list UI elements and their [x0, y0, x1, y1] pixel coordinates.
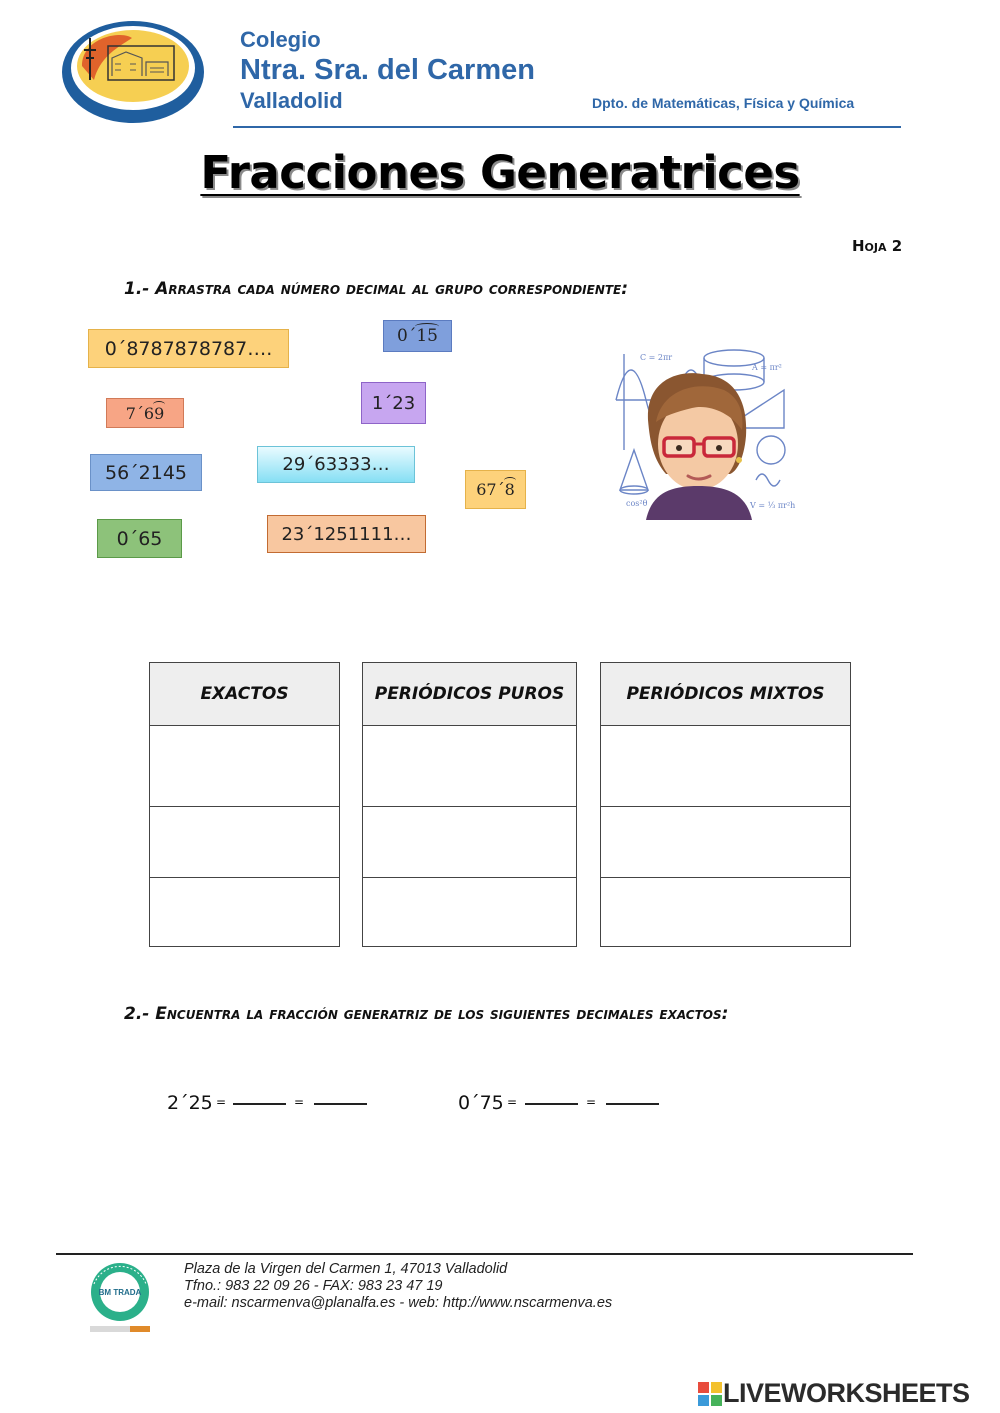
school-name-line1: Colegio: [240, 27, 321, 52]
drop-slot[interactable]: [601, 726, 850, 807]
school-logo: [60, 18, 206, 126]
chip-period: 9: [154, 403, 165, 423]
equals-sign: =: [507, 1095, 518, 1109]
svg-text:cos²θ: cos²θ: [626, 499, 648, 508]
drop-slot[interactable]: [363, 807, 576, 878]
drop-slot[interactable]: [150, 878, 339, 949]
chip-period: 8: [504, 480, 515, 499]
header-divider: [233, 126, 901, 128]
drop-slot[interactable]: [150, 807, 339, 878]
decimal-chip-1-23[interactable]: [361, 382, 426, 424]
decimal-chip-0-8787[interactable]: [88, 329, 289, 368]
exercise2-prompt: 2.- Encuentra la fracción generatriz de los siguientes decimales exactos:: [124, 1004, 729, 1024]
exercise2-decimal-2: 0´75: [458, 1092, 504, 1114]
chip-int: 0´: [397, 326, 417, 346]
drop-slot[interactable]: [363, 726, 576, 807]
column-header-periodicos-mixtos: PERIÓDICOS MIXTOS: [601, 663, 850, 726]
drop-slot[interactable]: [601, 878, 850, 949]
drop-column-periodicos-mixtos: [600, 662, 851, 947]
decimal-chip-0-65[interactable]: [97, 519, 182, 558]
chip-label: 29´63333…: [282, 454, 390, 475]
liveworksheets-logo-icon: [697, 1381, 723, 1407]
drop-column-periodicos-puros: [362, 662, 577, 947]
chip-int: 7´6: [125, 403, 155, 423]
decimal-chip-7-69-periodic[interactable]: [106, 398, 184, 428]
liveworksheets-brand[interactable]: [697, 1378, 970, 1409]
footer-address: Plaza de la Virgen del Carmen 1, 47013 Valladolid: [184, 1261, 508, 1277]
fraction-answer-blank[interactable]: [525, 1103, 578, 1105]
school-city: Valladolid: [240, 88, 343, 113]
drop-slot[interactable]: [363, 878, 576, 949]
svg-text:BM TRADA: BM TRADA: [98, 1288, 142, 1297]
chip-label: 0´65: [116, 527, 163, 550]
drop-column-exactos: [149, 662, 340, 947]
certification-seal-icon: [86, 1260, 154, 1334]
exercise1-prompt: 1.- Arrastra cada número decimal al grupo correspondiente:: [124, 279, 629, 299]
page-title: Fracciones Generatrices: [200, 146, 800, 199]
decimal-chip-67-8-periodic[interactable]: [465, 470, 526, 509]
decimal-chip-0-15-periodic[interactable]: [383, 320, 452, 352]
department-label: Dpto. de Matemáticas, Física y Química: [592, 95, 855, 111]
drop-slot[interactable]: [601, 807, 850, 878]
exercise2-decimal-1: 2´25: [167, 1092, 213, 1114]
svg-text:C = 2πr: C = 2πr: [640, 353, 673, 362]
equals-sign: =: [216, 1095, 227, 1109]
simplified-answer-blank[interactable]: [606, 1103, 659, 1105]
fraction-answer-blank[interactable]: [233, 1103, 286, 1105]
svg-text:V = ⅓ πr²h: V = ⅓ πr²h: [750, 501, 796, 510]
chip-period: 15: [416, 326, 438, 346]
equals-sign: =: [294, 1095, 305, 1109]
brand-name: LIVEWORKSHEETS: [723, 1378, 970, 1408]
svg-text:A = πr²: A = πr²: [752, 363, 782, 372]
chip-label: 0´8787878787….: [104, 337, 273, 360]
chip-label: 56´2145: [104, 461, 188, 484]
teacher-avatar-illustration: [606, 340, 796, 520]
decimal-chip-29-6333[interactable]: [257, 446, 415, 483]
chip-label: 1´23: [371, 392, 416, 414]
decimal-chip-56-2145[interactable]: [90, 454, 202, 491]
sheet-number: Hoja 2: [852, 237, 903, 255]
decimal-chip-23-1251[interactable]: [267, 515, 426, 553]
column-header-exactos: EXACTOS: [150, 663, 339, 726]
footer-divider: [56, 1253, 913, 1255]
school-name-line2: Ntra. Sra. del Carmen: [240, 54, 535, 86]
column-header-periodicos-puros: PERIÓDICOS PUROS: [363, 663, 576, 726]
equals-sign: =: [586, 1095, 597, 1109]
simplified-answer-blank[interactable]: [314, 1103, 367, 1105]
drop-slot[interactable]: [150, 726, 339, 807]
chip-int: 67´: [476, 480, 505, 499]
footer-phone: Tfno.: 983 22 09 26 - FAX: 983 23 47 19: [184, 1278, 443, 1294]
chip-label: 23´1251111…: [281, 523, 412, 545]
footer-contact: e-mail: nscarmenva@planalfa.es - web: http://www.nscarmenva.es: [184, 1295, 613, 1311]
